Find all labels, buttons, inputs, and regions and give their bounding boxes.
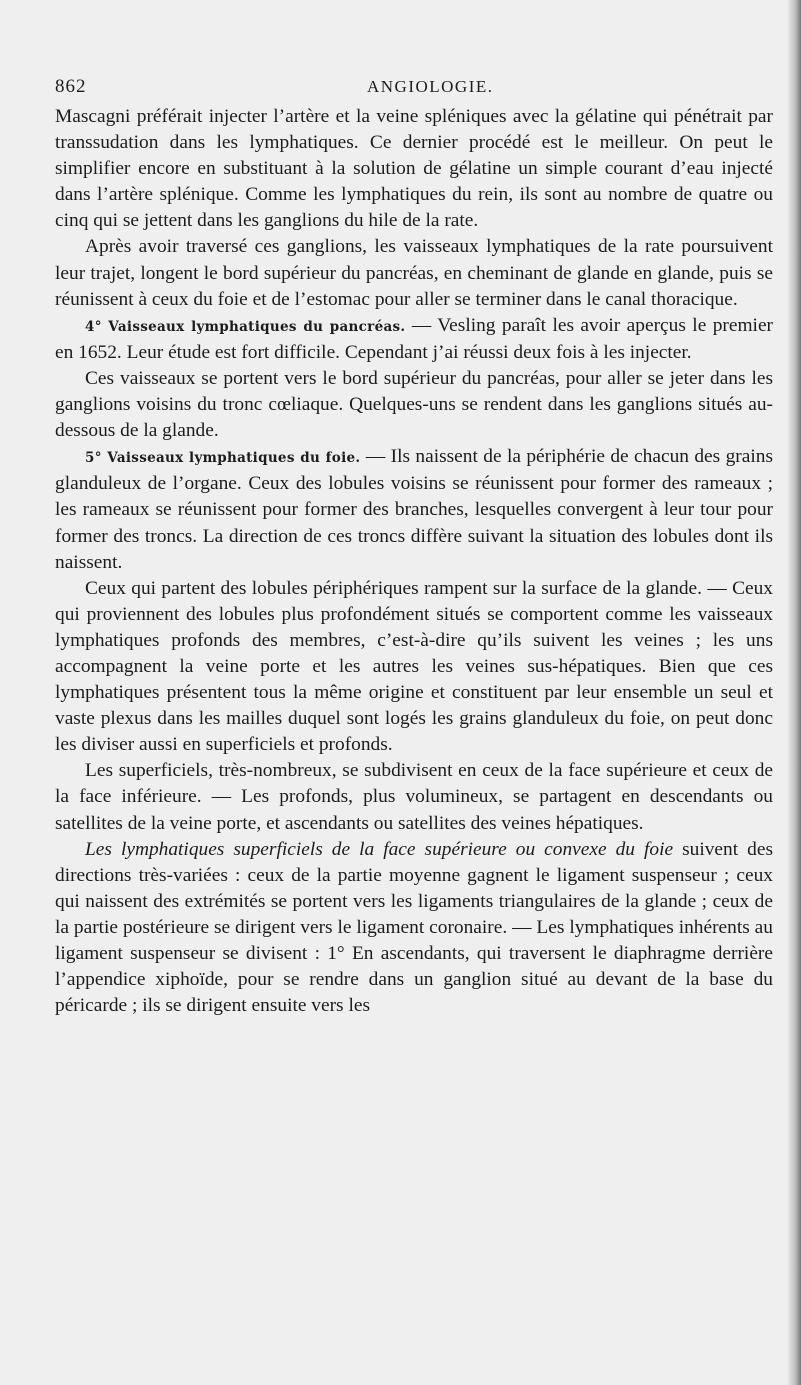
- page-number: 862: [55, 76, 87, 97]
- section-heading-foie: 5° Vaisseaux lymphatiques du foie.: [85, 450, 361, 467]
- paragraph-pancreas-vessels: Ces vaisseaux se portent vers le bord supérieur du pancréas, pour aller se jeter dans les ganglions voisins du tronc cœliaque. Quelques-uns se rendent dans les ganglions situés au-dessous de la glande.: [55, 367, 773, 442]
- section-text-foie: — Ils naissent de la périphérie de chacun des grains glanduleux de l’organe. Ceux des lobules voisins se réunissent pour former des rameaux ; les rameaux se réunissent pour former des branches, lesquelles convergent à leur tour pour former des troncs. La direction de ces troncs diffère suivant la situation des lobules dont ils naissent.: [55, 446, 773, 573]
- section-foie: [55, 444, 773, 575]
- section-text-pancreas: — Vesling paraît les avoir aperçus le premier en 1652. Leur étude est fort difficile. Cependant j’ai réussi deux fois à les injecter.: [55, 314, 774, 363]
- paragraph-rate-ganglions: Après avoir traversé ces ganglions, les vaisseaux lymphatiques de la rate poursuivent leur trajet, longent le bord supérieur du pancréas, en cheminant de glande en glande, puis se réunissent à ceux du foie et de l’estomac pour aller se terminer dans le canal thoracique.: [55, 236, 773, 310]
- paragraph-mascagni: Mascagni préférait injecter l’artère et la veine spléniques avec la gélatine qui pénétrait par transsudation dans les lymphatiques. Ce dernier procédé est le meilleur. On peut le simplifier encore en substituant à la solution de gélatine un simple courant d’eau injecté dans l’artère splénique. Comme les lymphatiques du rein, ils sont au nombre de quatre ou cinq qui se jettent dans les ganglions du hile de la rate.: [55, 106, 773, 232]
- paragraph-face-superieure: [55, 837, 773, 1020]
- running-head: ANGIOLOGIE.: [367, 77, 494, 96]
- italic-phrase: Les lymphatiques superficiels de la face supérieure ou convexe du foie: [85, 838, 674, 860]
- paragraph-peripheral-lobules: Ceux qui partent des lobules périphériques rampent sur la surface de la glande. — Ceux qui proviennent des lobules plus profondément situés se comportent comme les vaisseaux lymphatiques profonds des membres, c’est-à-dire qu’ils suivent les veines ; les uns accompagnent la veine porte et les autres les veines sus-hépatiques. Bien que ces lymphatiques présentent tous la même origine et constituent par leur ensemble un seul et vaste plexus dans les mailles duquel sont logés les grains glanduleux du foie, on peut donc les diviser aussi en superficiels et profonds.: [55, 577, 773, 756]
- page-header: [55, 76, 773, 106]
- body-text: [55, 104, 773, 1019]
- section-heading-pancreas: 4° Vaisseaux lymphatiques du pancréas.: [85, 318, 406, 335]
- section-pancreas: [55, 313, 773, 366]
- paragraph-face-superieure-text: suivent des directions très-variées : ceux de la partie moyenne gagnent le ligament suspenseur ; ceux qui naissent des extrémités se portent vers les ligaments triangulaires de la glande ; ceux de la partie postérieure se dirigent vers le ligament coronaire. — Les lymphatiques inhérents au ligament suspenseur se divisent : 1° En ascendants, qui traversent le diaphragme derrière l’appendice xiphoïde, pour se rendre dans un ganglion situé au devant de la base du péricarde ; ils se dirigent ensuite vers les: [55, 838, 773, 1017]
- page-edge-shadow: [787, 0, 801, 1385]
- paragraph-superficiels: Les superficiels, très-nombreux, se subdivisent en ceux de la face supérieure et ceux de la face inférieure. — Les profonds, plus volumineux, se partagent en descendants ou satellites de la veine porte, et ascendants ou satellites des veines hépatiques.: [55, 760, 773, 834]
